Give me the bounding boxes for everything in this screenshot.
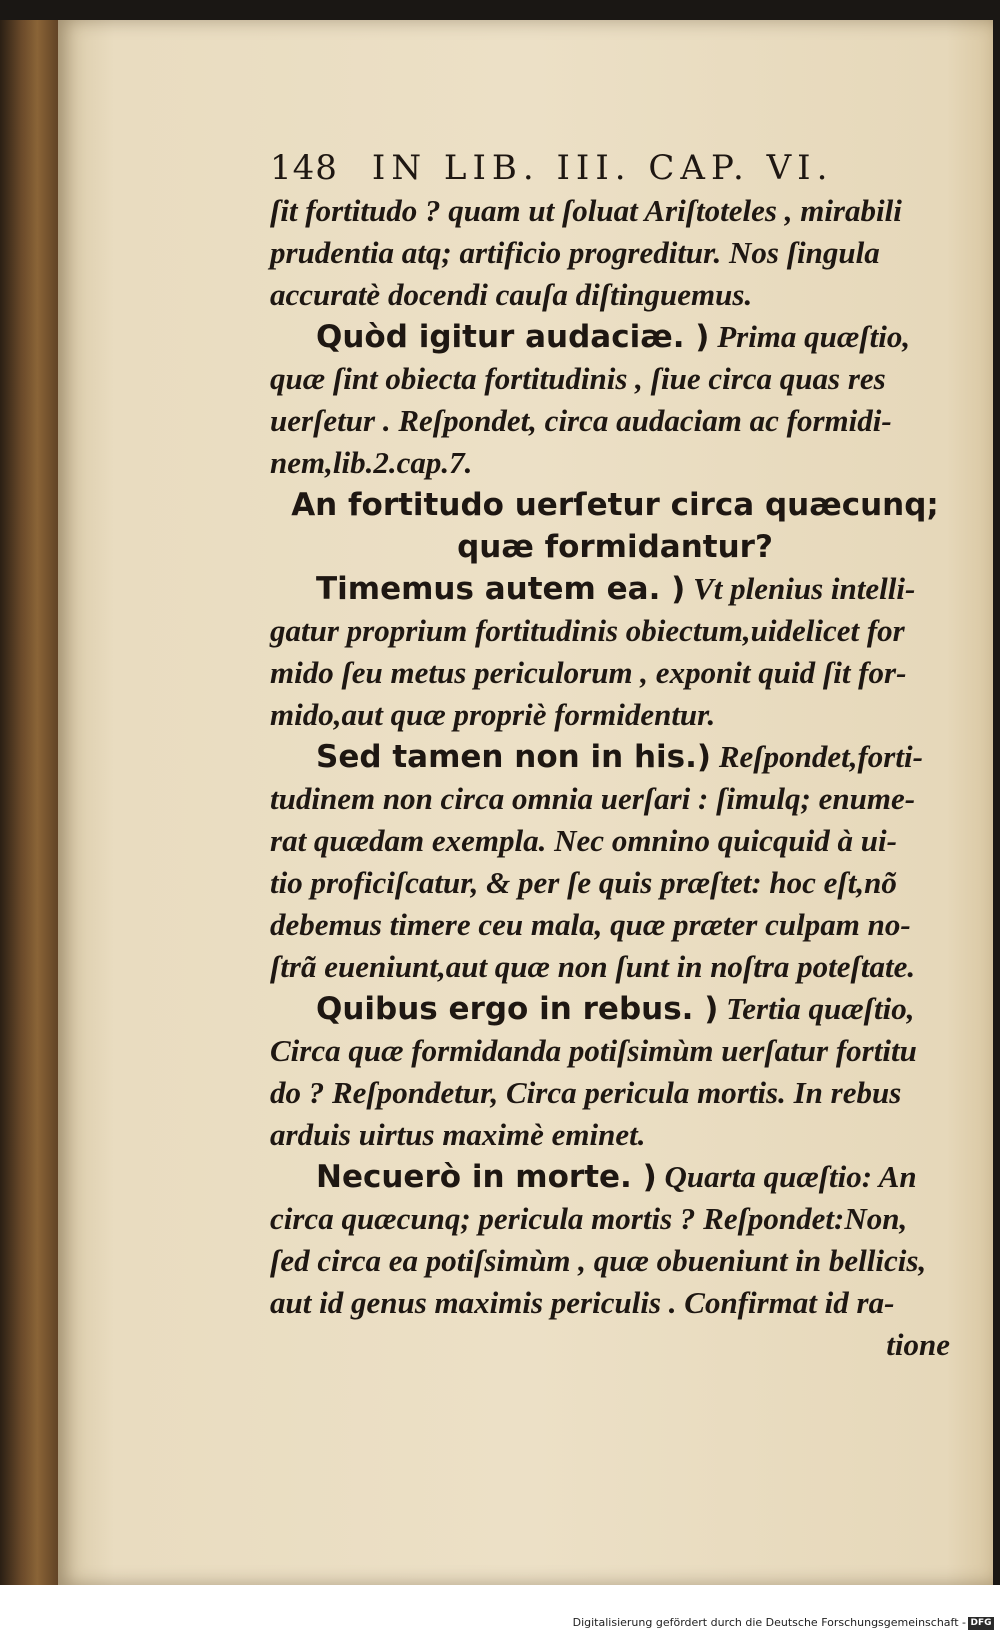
dfg-logo: DFG [968,1617,994,1630]
lemma: Quibus ergo in rebus. ) [316,991,719,1027]
lemma: Necuerò in morte. ) [316,1159,657,1195]
text-line: prudentia atq; artificio progreditur. Nos ſingula [270,235,880,270]
text-line: tudinem non circa omnia uerſari : ſimulq; enume- [270,781,916,816]
text-line: circa quæcunq; pericula mortis ? Reſpondet:Non, [270,1201,908,1236]
lemma: Quòd igitur audaciæ. ) [316,319,710,355]
text-line: Circa quæ formidanda potiſsimùm uerſatur fortitu [270,1033,917,1068]
text-run: Vt plenius intelli- [685,571,916,606]
running-title: IN LIB. III. CAP. VI. [371,148,834,188]
paragraph-line [270,1156,950,1198]
paragraph-line [270,568,950,610]
text-run: Quarta quæſtio: An [656,1159,917,1194]
text-block [270,148,950,1366]
lemma: Timemus autem ea. ) [316,571,686,607]
text-line: ſtrã eueniunt,aut quæ non ſunt in noſtra poteſtate. [270,949,916,984]
funding-credit: Digitalisierung gefördert durch die Deutsche Forschungsgemeinschaft - [572,1616,966,1629]
text-line: ſit fortitudo ? quam ut ſoluat Ariſtoteles , mirabili [270,193,902,228]
text-line: debemus timere ceu mala, quæ præter culpam no- [270,907,911,942]
text-line: ſed circa ea potiſsimùm , quæ obueniunt in bellicis, [270,1243,927,1278]
paragraph-line [270,736,950,778]
text-line: aut id genus maximis periculis . Confirmat id ra- [270,1285,895,1320]
text-line: gatur proprium fortitudinis obiectum,uidelicet for [270,613,905,648]
footer-bar [0,1585,1000,1635]
text-line: do ? Reſpondetur, Circa pericula mortis. In rebus [270,1075,902,1110]
running-head [270,148,950,188]
text-line: nem,lib.2.cap.7. [270,445,473,480]
section-heading: An fortitudo uerſetur circa quæcunq; [291,487,939,523]
lemma: Sed tamen non in his.) [316,739,712,775]
text-line: uerſetur . Reſpondet, circa audaciam ac formidi- [270,403,892,438]
text-line: accuratè docendi cauſa diſtinguemus. [270,277,753,312]
paragraph-line [270,316,950,358]
text-line: quæ ſint obiecta fortitudinis , ſiue circa quas res [270,361,886,396]
page-number: 148 [270,148,338,188]
text-line: mido,aut quæ propriè formidentur. [270,697,716,732]
text-line: rat quædam exempla. Nec omnino quicquid à ui- [270,823,897,858]
section-heading: quæ formidantur? [457,529,773,565]
paragraph-line [270,988,950,1030]
text-run: Tertia quæſtio, [718,991,915,1026]
text-run: Reſpondet,forti- [711,739,923,774]
book-edge [0,20,62,1585]
text-line: tio proficiſcatur, & per ſe quis præſtet: hoc eſt,nõ [270,865,897,900]
text-run: Prima quæſtio, [709,319,911,354]
text-line: mido ſeu metus periculorum , exponit quid ſit for- [270,655,907,690]
text-line: arduis uirtus maximè eminet. [270,1117,646,1152]
catchword: tione [886,1327,950,1362]
